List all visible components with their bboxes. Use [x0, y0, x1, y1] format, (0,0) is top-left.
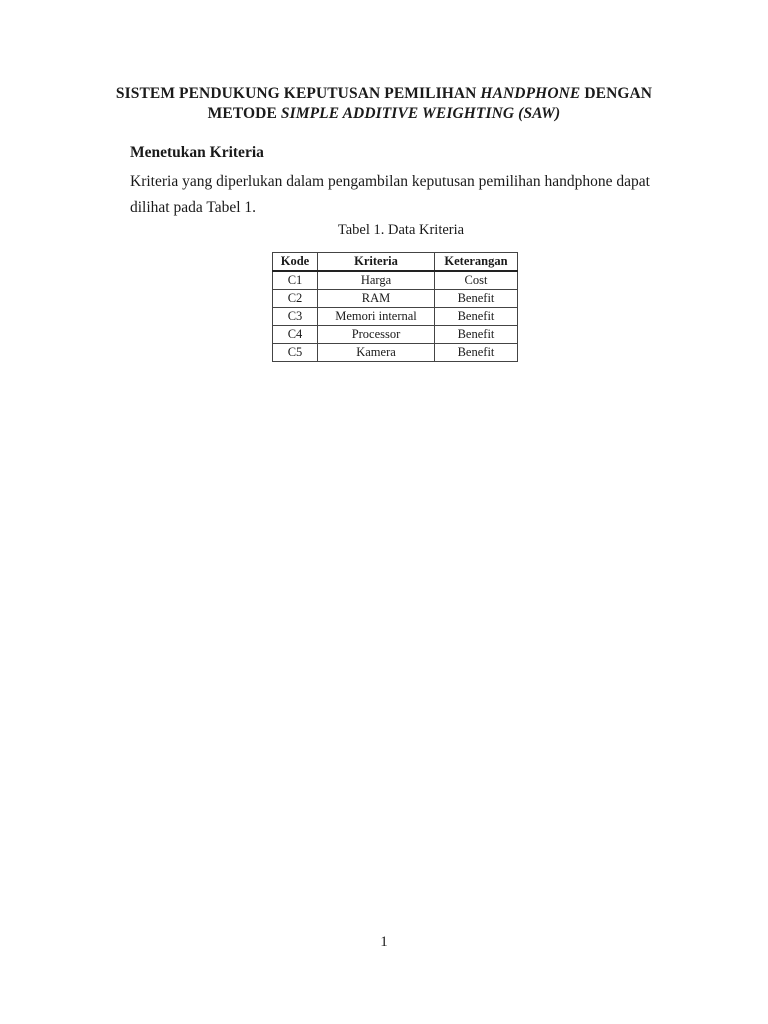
title-line-1: SISTEM PENDUKUNG KEPUTUSAN PEMILIHAN HANDPHONE DENGAN: [115, 85, 653, 102]
page-number: 1: [380, 934, 388, 950]
table-cell-kode: C4: [273, 326, 318, 344]
column-header-keterangan: Keterangan: [435, 253, 518, 272]
table-row: [273, 326, 518, 344]
table-cell-keterangan: Cost: [435, 271, 518, 290]
column-header-kriteria: Kriteria: [318, 253, 435, 272]
paragraph-line: dilihat pada Tabel 1.: [130, 199, 257, 216]
section-heading: Menetukan Kriteria: [130, 144, 264, 161]
table-row: [273, 290, 518, 308]
table-row: [273, 344, 518, 362]
table-cell-kriteria: RAM: [318, 290, 435, 308]
table-cell-kode: C1: [273, 271, 318, 290]
table-cell-kriteria: Memori internal: [318, 308, 435, 326]
table-cell-kode: C3: [273, 308, 318, 326]
table-cell-kriteria: Processor: [318, 326, 435, 344]
table-cell-keterangan: Benefit: [435, 344, 518, 362]
column-header-kode: Kode: [273, 253, 318, 272]
table-cell-keterangan: Benefit: [435, 308, 518, 326]
table-caption: Tabel 1. Data Kriteria: [337, 222, 465, 238]
table-cell-kriteria: Harga: [318, 271, 435, 290]
table-header-row: [273, 253, 518, 272]
table-row: [273, 308, 518, 326]
table-cell-keterangan: Benefit: [435, 290, 518, 308]
table-cell-kode: C2: [273, 290, 318, 308]
table-cell-kode: C5: [273, 344, 318, 362]
paragraph-line: Kriteria yang diperlukan dalam pengambilan keputusan pemilihan handphone dapat: [130, 173, 650, 190]
table-cell-keterangan: Benefit: [435, 326, 518, 344]
table-row: [273, 271, 518, 290]
criteria-table: [272, 252, 518, 362]
document-title: [0, 84, 768, 124]
table-cell-kriteria: Kamera: [318, 344, 435, 362]
title-line-2: METODE SIMPLE ADDITIVE WEIGHTING (SAW): [207, 105, 561, 122]
section-paragraph: [130, 169, 670, 221]
